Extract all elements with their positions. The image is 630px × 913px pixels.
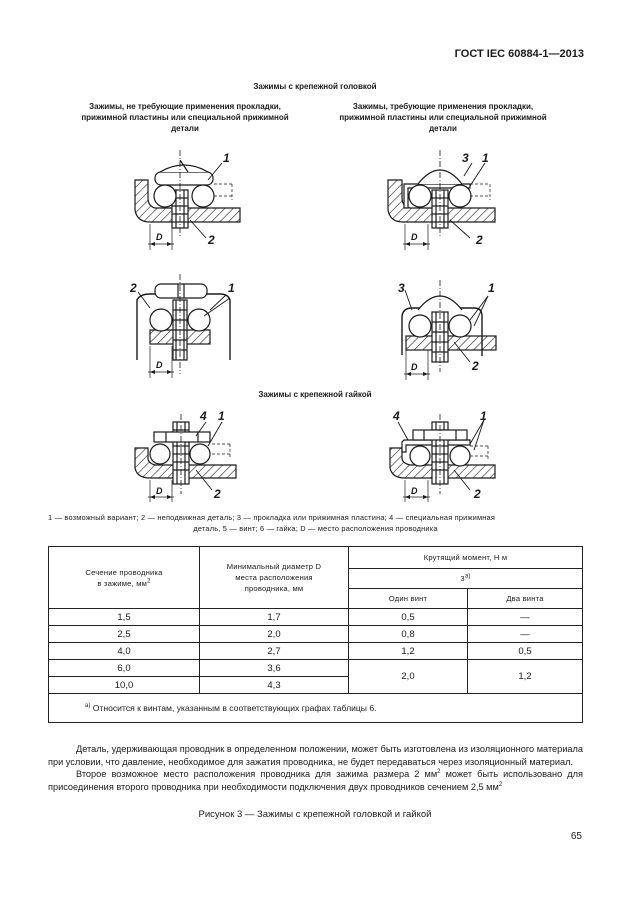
cell-section: 6,0: [49, 660, 200, 677]
legend-line: 1 — возможный вариант; 2 — неподвижная деталь; 3 — прокладка или прижимная пластина; 4 — специальная прижимная: [48, 513, 496, 522]
label-2: 2: [476, 233, 483, 247]
cell-section: 10,0: [49, 677, 200, 694]
body-text: [48, 743, 583, 793]
header-one-screw: Один винт: [349, 589, 468, 609]
header-text-part: в зажиме, мм: [97, 578, 148, 588]
cell-one-screw: 0,8: [349, 626, 468, 643]
cell-one-screw: 0,5: [349, 609, 468, 626]
label-4: 4: [393, 409, 400, 423]
paragraph: Деталь, удерживающая проводник в определенном положении, может быть изготовлена из изоляционного материала при условии, что давление, необходимое для зажатия проводника, не будет передаваться через изоляционный материал.: [48, 744, 583, 767]
label-2: 2: [208, 233, 215, 247]
cell-section: 4,0: [49, 643, 200, 660]
cell-two-screws: —: [468, 609, 583, 626]
label-1: 1: [223, 151, 230, 165]
paragraph-part: может быть использовано для присоединения второго проводника при необходимости подключения двух проводников сечением 2,5 мм: [48, 769, 583, 792]
section-title-screw-head: Зажимы с крепежной головкой: [253, 82, 377, 91]
torque-table: [48, 546, 583, 723]
right-caption-line: Зажимы, требующие применения прокладки,: [352, 102, 534, 111]
superscript: 2: [437, 769, 441, 776]
paragraph: [48, 768, 583, 793]
header-section: [49, 547, 200, 609]
header-text: [49, 578, 199, 589]
cell-diameter: 2,0: [200, 626, 349, 643]
drawing-screw-head-no-washer: [135, 150, 240, 250]
header-text: места расположения: [235, 573, 313, 582]
cell-two-screws: 0,5: [468, 643, 583, 660]
right-caption-line: прижимной пластины или специальной прижимной: [339, 113, 547, 122]
document-code: ГОСТ IEC 60884-1—2013: [454, 48, 584, 60]
label-3: 3: [398, 281, 405, 295]
label-2: 2: [130, 281, 137, 295]
dimension-d-label: D: [411, 362, 418, 372]
right-caption-line: детали: [429, 124, 457, 133]
label-1: 1: [480, 409, 487, 423]
header-two-screws: Два винта: [468, 589, 583, 609]
header-text: Минимальный диаметр D: [226, 562, 322, 571]
cell-section: 1,5: [49, 609, 200, 626]
left-caption-line: Зажимы, не требующие применения прокладки,: [89, 102, 281, 111]
header-torque: Крутящий момент, Н м: [349, 547, 583, 569]
label-4: 4: [200, 409, 207, 423]
page-number: 65: [570, 831, 582, 842]
table-footnote: [49, 694, 583, 723]
dimension-d-label: D: [156, 232, 163, 242]
dimension-d-label: D: [156, 486, 163, 496]
superscript: 2: [147, 577, 151, 584]
header-diameter: [200, 547, 349, 609]
label-1: 1: [228, 281, 235, 295]
dimension-d-label: D: [411, 232, 418, 242]
label-1: 1: [488, 281, 495, 295]
cell-diameter: 3,6: [200, 660, 349, 677]
paragraph-part: Второе возможное место расположения проводника для зажима размера 2 мм: [76, 769, 438, 780]
left-caption-line: прижимной пластины или специальной прижимной: [81, 113, 289, 122]
footnote-mark: a): [85, 703, 91, 710]
superscript: 2: [498, 781, 503, 788]
drawing-nut-no-washer: [135, 414, 236, 502]
label-2: 2: [472, 359, 479, 373]
label-2: 2: [474, 487, 481, 501]
dimension-d-label: D: [156, 360, 163, 370]
cell-section: 2,5: [49, 626, 200, 643]
cell-diameter: 2,7: [200, 643, 349, 660]
cell-two-screws: 1,2: [468, 660, 583, 694]
legend-line: деталь, 5 — винт; 6 — гайка; D — место расположения проводника: [193, 524, 438, 533]
dimension-d-label: D: [411, 486, 418, 496]
cell-one-screw: 1,2: [349, 643, 468, 660]
superscript: a): [464, 573, 471, 580]
label-2: 2: [214, 487, 221, 501]
figure-caption: Рисунок 3 — Зажимы с крепежной головкой и гайкой: [198, 809, 432, 820]
header-text-part: 3: [460, 574, 465, 583]
cell-one-screw: 2,0: [349, 660, 468, 694]
drawing-two-screws-no-washer: [137, 274, 230, 378]
cell-diameter: 1,7: [200, 609, 349, 626]
label-3: 3: [462, 151, 469, 165]
cell-diameter: 4,3: [200, 677, 349, 694]
figure-legend: [48, 512, 583, 534]
label-1: 1: [218, 409, 225, 423]
footnote-text: Относится к винтам, указанным в соответствующих графах таблицы 6.: [92, 703, 377, 713]
header-torque-sub: [349, 569, 583, 589]
left-caption-line: детали: [171, 124, 199, 133]
header-text: проводника, мм: [244, 584, 304, 593]
label-1: 1: [482, 151, 489, 165]
section-title-nut: Зажимы с крепежной гайкой: [258, 390, 372, 399]
cell-two-screws: —: [468, 626, 583, 643]
header-text: Сечение проводника: [85, 567, 163, 577]
